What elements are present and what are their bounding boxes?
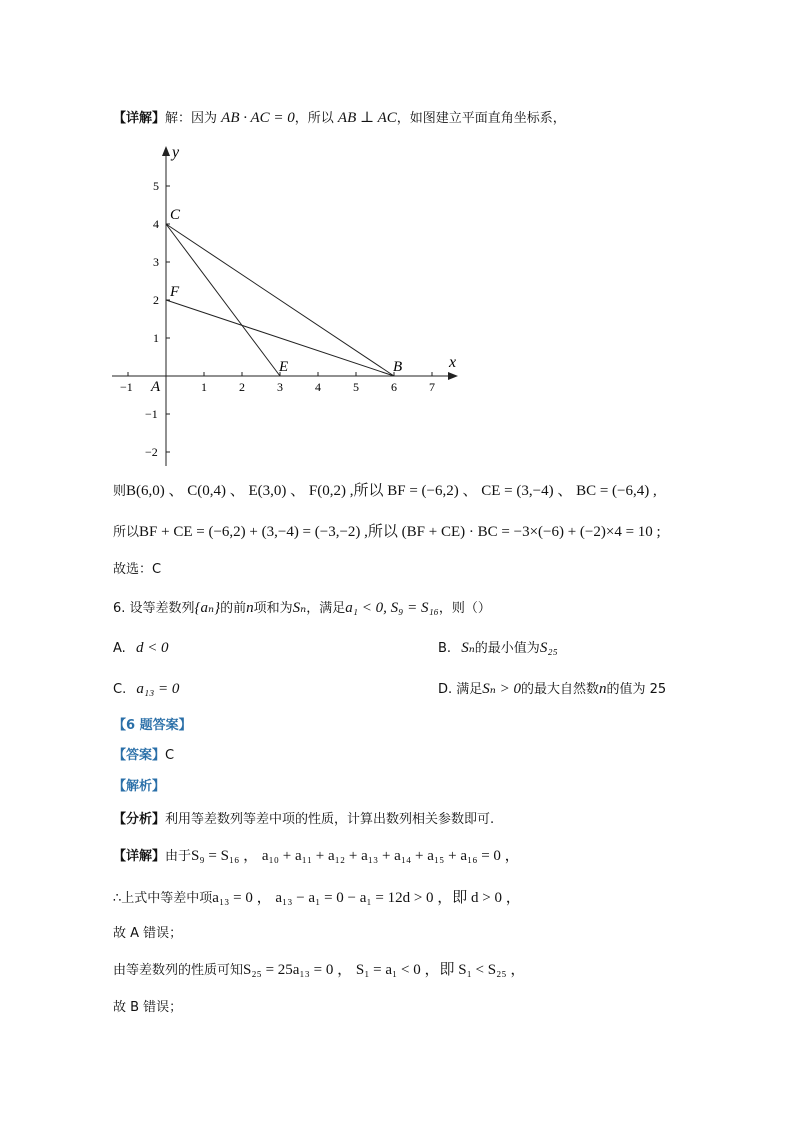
detail-line-3: 故 A 错误； — [113, 926, 183, 941]
option-d-text: 的最大自然数 — [520, 682, 599, 697]
n-symbol: n — [246, 600, 254, 616]
option-b-text: 的最小值为 — [474, 641, 540, 656]
detail-line-2 — [113, 888, 521, 909]
option-d — [438, 679, 666, 700]
x-tick-label: 2 — [239, 380, 245, 394]
dot-condition: AB · AC = 0 — [221, 110, 295, 126]
solution-line-2 — [113, 522, 661, 543]
y-axis-arrow — [162, 146, 170, 156]
question-stem-tail: ，则（） — [438, 601, 491, 616]
question-condition: a₁ < 0, S₉ = S₁₆ — [345, 600, 439, 616]
option-a-math: d < 0 — [135, 640, 169, 656]
detail-line-4 — [113, 960, 525, 981]
point-label-B: B — [393, 359, 403, 375]
detail-label: 【详解】 — [113, 849, 166, 864]
segment-CB — [166, 224, 394, 376]
y-tick-label: −1 — [145, 407, 158, 421]
y-tick-label: 1 — [153, 331, 159, 345]
detail-math: S₉ = S₁₆ ， a₁₀ + a₁₁ + a₁₂ + a₁₃ + a₁₄ + a₁₅ + a₁₆ = 0 ， — [191, 848, 520, 864]
sum-symbol: Sₙ — [292, 600, 307, 616]
answer-value: C — [165, 748, 175, 763]
detail-math: a₁₃ = 0 ， a₁₃ − a₁ = 0 − a₁ = 12d > 0 ，即 d > 0 ， — [212, 890, 521, 906]
solution-line-1 — [113, 481, 657, 502]
y-tick-label: 2 — [153, 293, 159, 307]
option-a — [113, 638, 169, 659]
x-tick-label: 4 — [315, 380, 321, 394]
y-tick-label: 4 — [153, 217, 159, 231]
sequence-symbol: {aₙ} — [194, 600, 221, 616]
question-stem-text: 项和为 — [253, 601, 293, 616]
option-label: B. — [438, 641, 452, 656]
option-label: A. — [113, 641, 126, 656]
detail-line-5: 故 B 错误； — [113, 1000, 183, 1015]
option-c — [113, 679, 179, 700]
option-b-math: Sₙ — [461, 640, 475, 656]
y-axis-label: y — [172, 144, 180, 161]
x-tick-label: 3 — [277, 380, 283, 394]
option-b — [438, 638, 558, 659]
answer-choice: 故选：C — [113, 562, 162, 577]
option-c-math: a₁₃ = 0 — [136, 681, 180, 697]
point-label-E: E — [279, 359, 289, 375]
option-label: C. — [113, 682, 127, 697]
question-stem-text: ，满足 — [306, 601, 346, 616]
answer-6-title: 【6 题答案】 — [113, 718, 192, 733]
question-stem-prefix: 6. 设等差数列 — [113, 601, 195, 616]
solution-prefix: 所以 — [113, 525, 140, 540]
y-tick-label: 5 — [153, 179, 159, 193]
point-label-A: A — [151, 379, 161, 395]
x-axis-arrow — [448, 372, 458, 380]
answer-choice-line — [113, 560, 161, 580]
y-tick-label: −2 — [145, 445, 158, 459]
question-6-stem — [113, 598, 491, 619]
x-tick-label: 7 — [429, 380, 435, 394]
intro-lead: 解：因为 — [165, 111, 218, 126]
y-tick-label: 3 — [153, 255, 159, 269]
fenxi-text: 利用等差数列等差中项的性质，计算出数列相关参数即可. — [165, 812, 495, 827]
analysis-label: 【解析】 — [113, 779, 166, 794]
intro-mid: ，所以 — [294, 111, 334, 126]
x-tick-label: 1 — [201, 380, 207, 394]
fenxi-label: 【分析】 — [113, 812, 166, 827]
detail-prefix: 由等差数列的性质可知 — [113, 963, 244, 978]
detail-line-1 — [113, 846, 520, 867]
n-symbol: n — [599, 681, 607, 697]
option-d-math: Sₙ > 0 — [482, 681, 521, 697]
intro-tail: ，如图建立平面直角坐标系， — [396, 111, 566, 126]
solution-prefix: 则 — [113, 484, 127, 499]
detail-math: S₂₅ = 25a₁₃ = 0 ， S₁ = a₁ < 0 ，即 S₁ < S₂₅ ， — [243, 962, 526, 978]
x-axis-label: x — [449, 354, 457, 371]
option-b-math2: S₂₅ — [539, 640, 558, 656]
coordinates-and-vectors: B(6,0) 、 C(0,4) 、 E(3,0) 、 F(0,2) ,所以 BF = (−6,2) 、 CE = (3,−4) 、 BC = (−6,4) , — [126, 483, 657, 499]
dot-product-computation: BF + CE = (−6,2) + (3,−4) = (−3,−2) ,所以 (BF + CE) · BC = −3×(−6) + (−2)×4 = 10 ; — [139, 524, 661, 540]
question-stem-text: 的前 — [220, 601, 247, 616]
point-label-F: F — [170, 284, 180, 300]
x-tick-label: 6 — [391, 380, 397, 394]
detail-label: 【详解】 — [113, 111, 166, 126]
x-tick-label: −1 — [120, 380, 133, 394]
option-d-tail: 的值为 25 — [606, 682, 667, 697]
perp-relation: AB ⊥ AC — [337, 110, 397, 126]
answer-label: 【答案】 — [113, 748, 166, 763]
answer-line — [113, 746, 174, 766]
detail-prefix: ∴上式中等差中项 — [113, 891, 213, 906]
option-label: D. 满足 — [438, 682, 483, 697]
fenxi-line — [113, 810, 494, 830]
point-label-C: C — [170, 207, 181, 223]
detail-prefix: 由于 — [165, 849, 192, 864]
x-tick-label: 5 — [353, 380, 359, 394]
segment-CE — [166, 224, 280, 376]
